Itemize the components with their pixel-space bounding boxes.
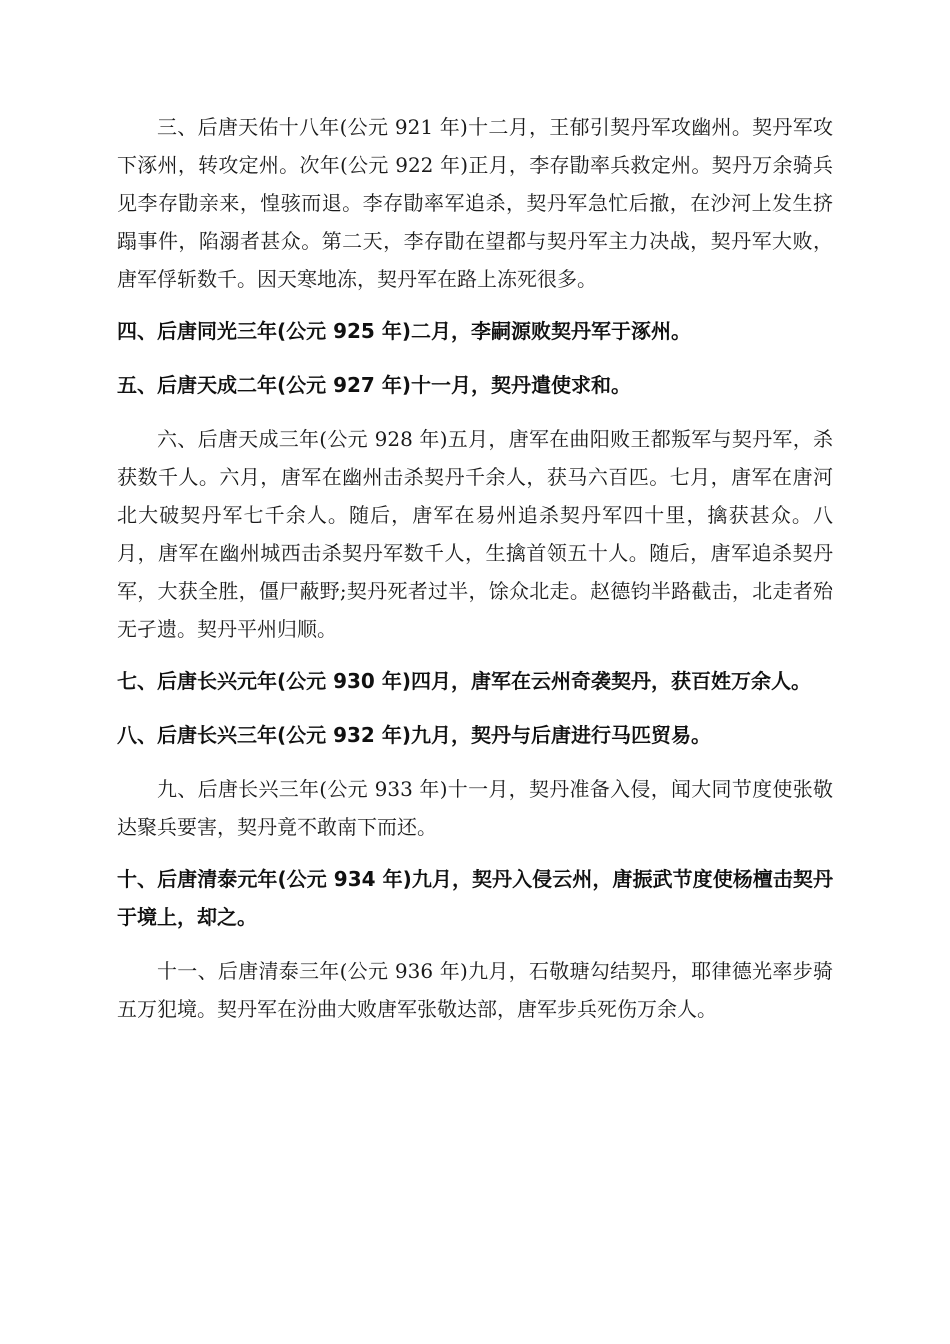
paragraph-4: 四、后唐同光三年(公元 925 年)二月，李嗣源败契丹军于涿州。 xyxy=(117,319,691,343)
paragraph-8: 八、后唐长兴三年(公元 932 年)九月，契丹与后唐进行马匹贸易。 xyxy=(117,723,711,747)
paragraph-10: 十、后唐清泰元年(公元 934 年)九月，契丹入侵云州，唐振武节度使杨檀击契丹于境上，却之。 xyxy=(117,867,833,929)
document-body xyxy=(117,108,833,1042)
paragraph-9: 九、后唐长兴三年(公元 933 年)十一月，契丹准备入侵，闻大同节度使张敬达聚兵要害，契丹竟不敢南下而还。 xyxy=(117,777,833,839)
paragraph-7: 七、后唐长兴元年(公元 930 年)四月，唐军在云州奇袭契丹，获百姓万余人。 xyxy=(117,669,811,693)
paragraph-6: 六、后唐天成三年(公元 928 年)五月，唐军在曲阳败王都叛军与契丹军，杀获数千人。六月，唐军在幽州击杀契丹千余人，获马六百匹。七月，唐军在唐河北大破契丹军七千余人。随后，唐军在易州追杀契丹军四十里，擒获甚众。八月，唐军在幽州城西击杀契丹军数千人，生擒首领五十人。随后，唐军追杀契丹军，大获全胜，僵尸蔽野;契丹死者过半，馀众北走。赵德钧半路截击，北走者殆无孑遗。契丹平州归顺。 xyxy=(117,427,833,641)
paragraph-5: 五、后唐天成二年(公元 927 年)十一月，契丹遣使求和。 xyxy=(117,373,631,397)
paragraph-3: 三、后唐天佑十八年(公元 921 年)十二月，王郁引契丹军攻幽州。契丹军攻下涿州，转攻定州。次年(公元 922 年)正月，李存勖率兵救定州。契丹万余骑兵见李存勖亲来，惶骇而退。李存勖率军追杀，契丹军急忙后撤，在沙河上发生挤蹋事件，陷溺者甚众。第二天，李存勖在望都与契丹军主力决战，契丹军大败，唐军俘斩数千。因天寒地冻，契丹军在路上冻死很多。 xyxy=(117,115,833,291)
paragraph-11: 十一、后唐清泰三年(公元 936 年)九月，石敬瑭勾结契丹，耶律德光率步骑五万犯境。契丹军在汾曲大败唐军张敬达部，唐军步兵死伤万余人。 xyxy=(117,959,833,1021)
